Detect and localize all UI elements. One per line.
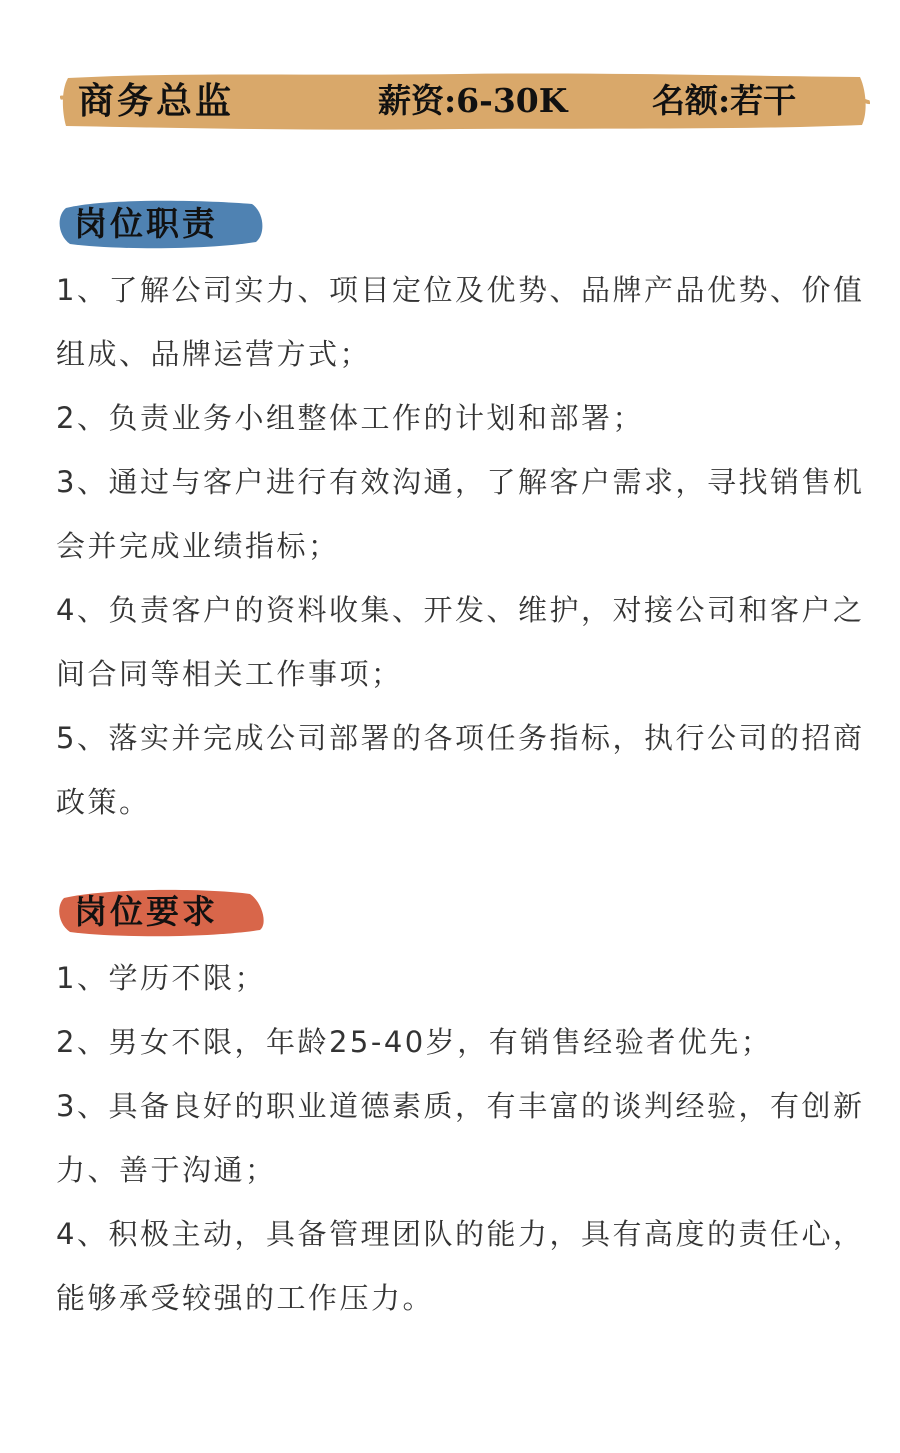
quota-label: 名额:若干 [652,81,797,120]
duties-list [56,258,878,834]
salary-label: 薪资:6-30K [378,81,568,120]
requirement-item: 3、具备良好的职业道德素质，有丰富的谈判经验，有创新力、善于沟通； [56,1089,865,1187]
requirement-item: 2、男女不限，年龄25-40岁，有销售经验者优先； [56,1025,773,1059]
duties-heading: 岗位职责 [74,204,218,243]
duty-item: 5、落实并完成公司部署的各项任务指标，执行公司的招商政策。 [56,721,865,819]
duty-item: 1、了解公司实力、项目定位及优势、品牌产品优势、价值组成、品牌运营方式； [56,273,865,371]
header-banner [60,68,870,134]
requirements-heading-badge [56,882,268,942]
duty-item: 2、负责业务小组整体工作的计划和部署； [56,401,644,435]
requirements-heading: 岗位要求 [74,892,218,931]
duty-item: 3、通过与客户进行有效沟通，了解客户需求，寻找销售机会并完成业绩指标； [56,465,865,563]
requirements-list [56,946,878,1330]
duties-heading-badge [56,194,268,254]
duty-item: 4、负责客户的资料收集、开发、维护，对接公司和客户之间合同等相关工作事项； [56,593,865,691]
requirement-item: 1、学历不限； [56,961,266,995]
job-title: 商务总监 [78,80,235,122]
requirement-item: 4、积极主动，具备管理团队的能力，具有高度的责任心，能够承受较强的工作压力。 [56,1217,865,1315]
